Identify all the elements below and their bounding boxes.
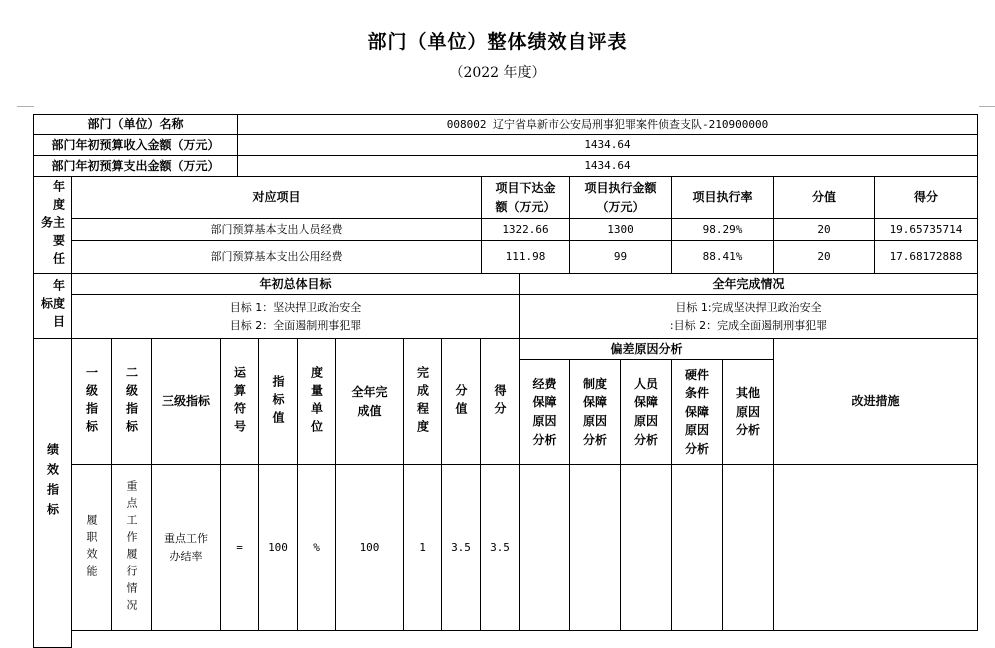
task-row-1-score: 19.65735714 [874,218,978,241]
performance-section-label: 绩效指标 [33,338,72,648]
completion-header: 全年完成情况 [519,273,978,295]
task-row-1-allocated: 1322.66 [481,218,570,241]
margin-mark-right [979,106,995,107]
row-completion: 1 [403,464,442,631]
col-header-level1: 一级指标 [71,338,112,465]
col-header-allocated: 项目下达金额（万元） [481,176,570,219]
task-row-2-executed: 99 [569,240,672,274]
row-unit: % [297,464,336,631]
initial-goals-header: 年初总体目标 [71,273,520,295]
row-dev-hardware [671,464,723,631]
row-dev-personnel [620,464,672,631]
unit-name-value: 008002 辽宁省阜新市公安局刑事犯罪案件侦查支队-210900000 [237,114,978,135]
task-row-1-weight: 20 [773,218,875,241]
row-dev-other [722,464,774,631]
col-header-unit: 度量单位 [297,338,336,465]
row-target: 100 [258,464,298,631]
initial-goals-list [71,294,520,339]
col-header-dev-system: 制度保障原因分析 [569,359,621,465]
completion-goal-2: :目标 2：完成全面遏制刑事犯罪 [669,318,828,332]
completion-list [519,294,978,339]
row-level3: 重点工作办结率 [151,464,221,631]
row-dev-funding [519,464,570,631]
col-header-completion: 完成程度 [403,338,442,465]
margin-mark-left [17,106,34,107]
col-header-weight: 分值 [773,176,875,219]
income-value: 1434.64 [237,134,978,156]
annual-goals-section-label: 年度目标 [33,273,72,339]
task-row-2-rate: 88.41% [671,240,774,274]
task-row-1-item: 部门预算基本支出人员经费 [71,218,482,241]
row-operator: = [220,464,259,631]
initial-goal-1: 目标 1：坚决捍卫政治安全 [229,301,362,315]
task-row-1-rate: 98.29% [671,218,774,241]
expense-label: 部门年初预算支出金额（万元） [33,155,238,177]
row-dev-system [569,464,621,631]
col-header-item: 对应项目 [71,176,482,219]
initial-goal-2: 目标 2：全面遏制刑事犯罪 [229,318,362,332]
task-row-1-executed: 1300 [569,218,672,241]
col-header-dev-personnel: 人员保障原因分析 [620,359,672,465]
col-header-improvement: 改进措施 [773,338,978,465]
col-header-level3: 三级指标 [151,338,221,465]
col-header-level2: 二级指标 [111,338,152,465]
col-header-deviation: 偏差原因分析 [519,338,774,360]
main-tasks-section-label: 年度主要任务 [33,176,72,274]
task-row-2-weight: 20 [773,240,875,274]
col-header-dev-other: 其他原因分析 [722,359,774,465]
row-actual: 100 [335,464,404,631]
col-header-dev-funding: 经费保障原因分析 [519,359,570,465]
col-header-dev-hardware: 硬件条件保障原因分析 [671,359,723,465]
col-header-executed: 项目执行金额（万元） [569,176,672,219]
task-row-2-score: 17.68172888 [874,240,978,274]
page-subtitle: （2022 年度） [449,65,546,81]
col-header-target: 指标值 [258,338,298,465]
row-score: 3.5 [480,464,520,631]
col-header-rate: 项目执行率 [671,176,774,219]
col-header-score: 得分 [480,338,520,465]
task-row-2-allocated: 111.98 [481,240,570,274]
unit-name-label: 部门（单位）名称 [33,114,238,135]
expense-value: 1434.64 [237,155,978,177]
col-header-actual: 全年完成值 [335,338,404,465]
row-level1: 履职效能 [71,464,112,631]
row-level2: 重点工作履行情况 [111,464,152,631]
col-header-weight: 分值 [441,338,481,465]
row-weight: 3.5 [441,464,481,631]
col-header-operator: 运算符号 [220,338,259,465]
row-improvement [773,464,978,631]
page-title: 部门（单位）整体绩效自评表 [367,31,628,53]
income-label: 部门年初预算收入金额（万元） [33,134,238,156]
col-header-score: 得分 [874,176,978,219]
completion-goal-1: 目标 1:完成坚决捍卫政治安全 [675,301,822,315]
task-row-2-item: 部门预算基本支出公用经费 [71,240,482,274]
